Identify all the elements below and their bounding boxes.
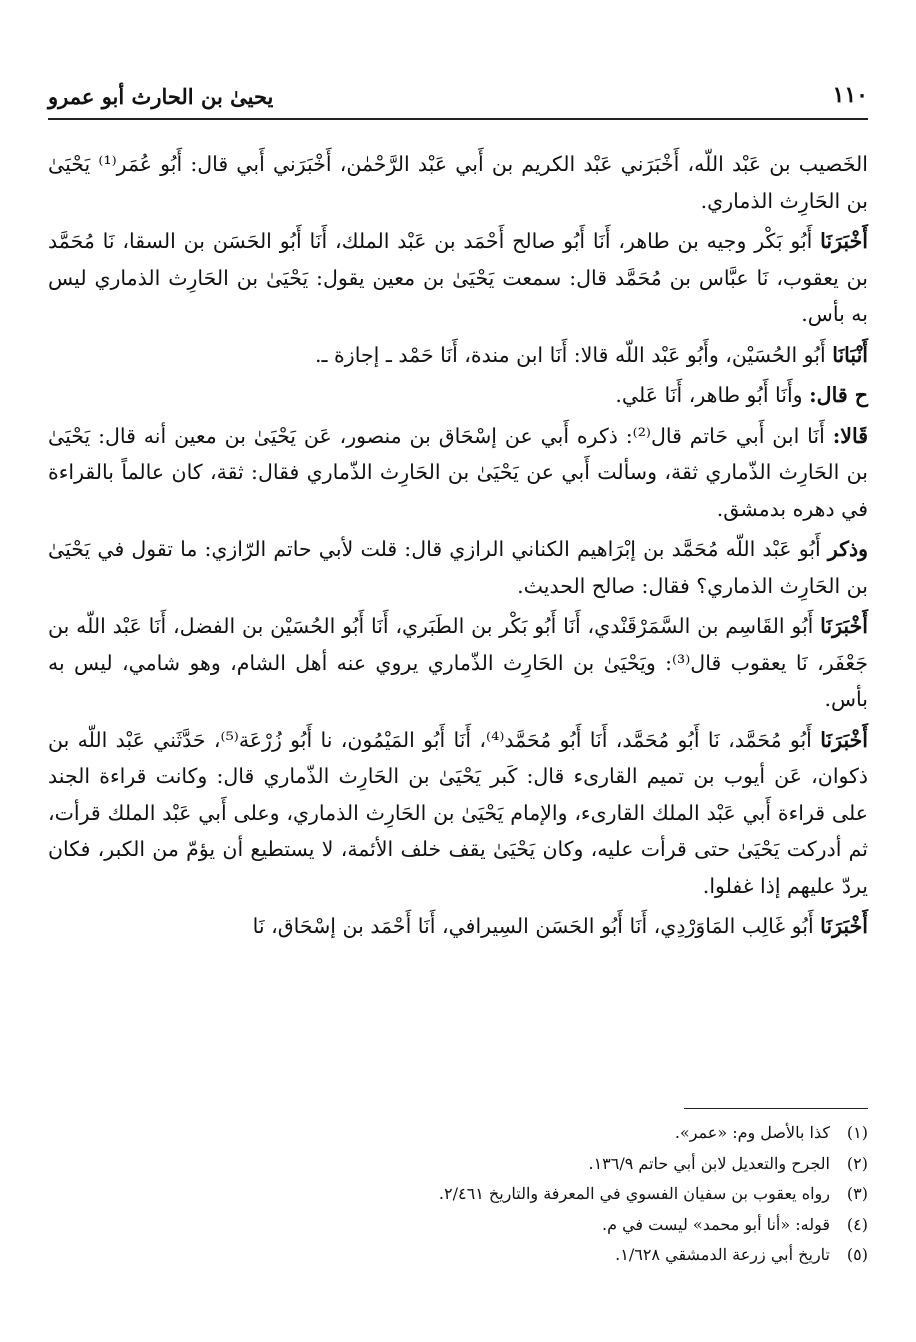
- paragraph: [48, 146, 868, 219]
- paragraph: [48, 722, 868, 905]
- footnote-number: (١): [846, 1123, 868, 1142]
- paragraph-text: الخَصيب بن عَبْد اللّه، أَخْبَرَني عَبْد الكريم بن أَبي عَبْد الرَّحْمٰن، أَخْبَرَني أَبي قال: أَبُو عُمَر⁽¹⁾ يَحْيَىٰ بن الحَارِث الذماري.: [48, 152, 868, 213]
- footnote: [48, 1240, 868, 1271]
- paragraph-lead: أَخْبَرَنَا: [820, 229, 868, 253]
- paragraph-text: أَبُو غَالِب المَاوَرْدِي، أَنَا أَبُو الحَسَن السِيرافي، أَنَا أَحْمَد بن إسْحَاق، نَا: [252, 914, 821, 938]
- paragraph-text: أَبُو عَبْد اللّه مُحَمَّد بن إبْرَاهيم الكناني الرازي قال: قلت لأبي حاتم الرّازي: ما تقول في يَحْيَىٰ بن الحَارِث الذماري؟ فقال: صالح الحديث.: [48, 537, 868, 598]
- footnote-text: كذا بالأصل وم: «عمر».: [674, 1123, 830, 1142]
- footnote-number: (٤): [846, 1214, 868, 1234]
- paragraph-text: أَبُو الحُسَيْن، وأَبُو عَبْد اللّه قالا: أَنَا ابن مندة، أَنَا حَمْد ـ إجازة ـ.: [315, 342, 833, 367]
- footnote-text: رواه يعقوب بن سفيان الفسوي في المعرفة والتاريخ ٢/٤٦١.: [438, 1184, 830, 1203]
- paragraph-lead: ح قال:: [809, 383, 868, 407]
- paragraph-text: أَبُو بَكْر وجيه بن طاهر، أَنَا أَبُو صالح أَحْمَد بن عَبْد الملك، أَنَا أَبُو الحَسَن بن السقا، نَا مُحَمَّد بن يعقوب، نَا عبَّاس بن مُحَمَّد قال: سمعت يَحْيَىٰ بن معين يقول: يَحْيَىٰ بن الحَارِث الذماري ليس به بأس.: [48, 229, 868, 326]
- paragraph: [48, 223, 868, 333]
- footnote-text: قوله: «أنا أبو محمد» ليست في م.: [602, 1214, 830, 1234]
- running-title: يحيىٰ بن الحارث أبو عمرو: [48, 84, 274, 109]
- paragraph: [48, 908, 868, 945]
- footnote: [48, 1149, 868, 1180]
- footnote: [48, 1179, 868, 1210]
- footnote-number: (٥): [846, 1245, 868, 1264]
- footnote: [48, 1210, 868, 1241]
- paragraph-text: أَبُو القَاسِم بن السَّمَرْقَنْدي، أَنَا أَبُو بَكْر بن الطَبَري، أَنَا أَبُو الحُسَيْن بن الفضل، أَنَا عَبْد اللّه بن جَعْفَر، نَا يعقوب قال⁽³⁾: ويَحْيَىٰ بن الحَارِث الذّماري يروي عنه أهل الشام، وهو شامي، ليس به بأس.: [48, 614, 868, 711]
- paragraph-text: وأَنَا أَبُو طاهر، أَنَا عَلي.: [615, 383, 810, 407]
- footnote-divider: [684, 1108, 868, 1109]
- paragraph-text: أَبُو مُحَمَّد، نَا أَبُو مُحَمَّد، أَنَا أَبُو مُحَمَّد⁽⁴⁾، أَنَا أَبُو المَيْمُون، نا أَبُو زُرْعَة⁽⁵⁾، حَدَّثَني عَبْد اللّه بن ذكوان، عَن أيوب بن تميم القارىء قال: كَبر يَحْيَىٰ بن الحَارِث الذّماري قال: وكانت قراءة الجند على قراءة أَبي عَبْد الملك القارىء، والإمام يَحْيَىٰ بن الحَارِث الذماري، وعلى أَبي عَبْد الملك قرأت، ثم أدركت يَحْيَىٰ حتى قرأت عليه، وكان يَحْيَىٰ يقف خلف الأئمة، لا يستطيع أن يؤمّ من الكبر، فكان يردّ عليهم إذا غفلوا.: [48, 727, 868, 898]
- footnotes: [48, 1118, 868, 1271]
- paragraph: [48, 418, 868, 528]
- paragraph-text: أَنَا ابن أَبي حَاتم قال⁽²⁾: ذكره أَبي عن إسْحَاق بن منصور، عَن يَحْيَىٰ بن معين أنه قال: يَحْيَىٰ بن الحَارِث الذّماري ثقة، وسألت أَبي عن يَحْيَىٰ بن الحَارِث الذّماري فقال: ثقة، كان عالماً بالقراءة في دهره بدمشق.: [48, 423, 868, 521]
- paragraph-lead: قَالا:: [832, 423, 869, 448]
- footnote: [48, 1118, 868, 1149]
- paragraph: [48, 608, 868, 718]
- paragraph-lead: أَخْبَرَنَا: [820, 914, 868, 938]
- footnote-number: (٢): [846, 1153, 868, 1173]
- page-number: ١١٠: [832, 82, 868, 108]
- paragraph-lead: أَخْبَرَنَا: [820, 614, 868, 638]
- paragraph: [48, 377, 868, 414]
- paragraph-lead: وذكر: [827, 537, 868, 561]
- main-text: [48, 146, 868, 949]
- paragraph: [48, 337, 868, 374]
- paragraph-lead: أَنْبَانَا: [832, 342, 868, 367]
- paragraph: [48, 531, 868, 604]
- paragraph-lead: أَخْبَرَنَا: [820, 727, 869, 752]
- footnote-text: تاريخ أبي زرعة الدمشقي ١/٦٢٨.: [615, 1245, 830, 1264]
- footnote-number: (٣): [846, 1184, 868, 1203]
- footnote-text: الجرح والتعديل لابن أبي حاتم ١٣٦/٩.: [588, 1153, 830, 1173]
- page-header: [48, 78, 868, 120]
